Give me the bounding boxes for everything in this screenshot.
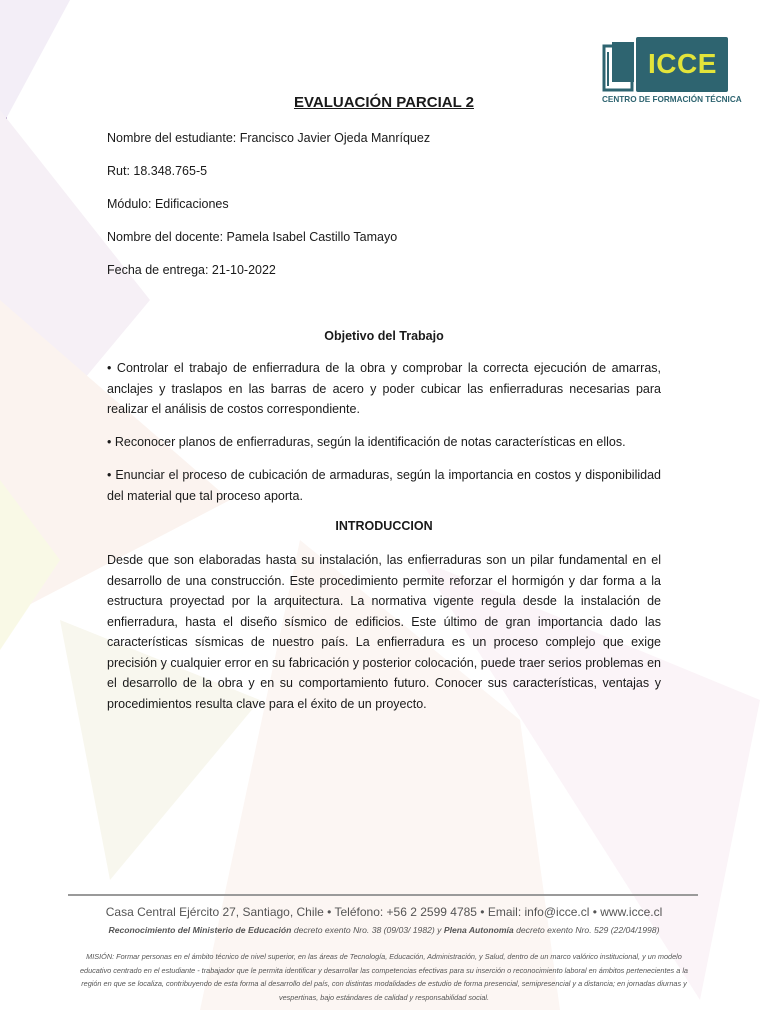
footer-recognition xyxy=(0,925,768,935)
recog-decree-2: decreto exento Nro. 529 (22/04/1998) xyxy=(513,925,660,935)
objective-bullet-1: • Controlar el trabajo de enfierradura de la obra y comprobar la correcta ejecución de amarras, anclajes y traslapos en las barras de acero y poder cubicar las enfierraduras necesarias para realizar el análisis de costos correspondiente. xyxy=(107,361,661,416)
module: Módulo: Edificaciones xyxy=(107,197,229,211)
due-date: Fecha de entrega: 21-10-2022 xyxy=(107,263,276,277)
objective-heading: Objetivo del Trabajo xyxy=(324,329,444,343)
logo-subtitle: CENTRO DE FORMACIÓN TÉCNICA xyxy=(602,95,742,104)
footer-address: Casa Central Ejército 27, Santiago, Chile • Teléfono: +56 2 2599 4785 • Email: info@icce.cl • www.icce.cl xyxy=(105,905,663,919)
teacher-name: Nombre del docente: Pamela Isabel Castillo Tamayo xyxy=(107,230,398,244)
student-rut: Rut: 18.348.765-5 xyxy=(107,164,208,178)
recog-autonomy: Plena Autonomía xyxy=(443,925,514,935)
intro-body: Desde que son elaboradas hasta su instalación, las enfierraduras son un pilar fundamental en el desarrollo de una construcción. Este procedimiento permite reforzar el hormigón y dar forma a la estructura proyectad por la arquitectura. La normativa vigente regula desde la instalación de enfierradura, hasta el diseño sísmico de edificios. Este último de gran importancia dado las características sísmicas de nuestro país. La enfierradura es un proceso complejo que exige precisión y cualquier error en su fabricación y posterior colocación, puede traer serios problemas en el desarrollo de la obra y en su comportamiento futuro. Conocer sus características, ventajas y procedimientos resulta clave para el éxito de un proyecto. xyxy=(107,553,661,711)
student-name: Nombre del estudiante: Francisco Javier Ojeda Manríquez xyxy=(107,131,431,145)
book-icon xyxy=(602,40,636,94)
footer-divider xyxy=(68,894,698,896)
recog-ministry: Reconocimiento del Ministerio de Educación xyxy=(108,925,292,935)
objective-bullet-2: • Reconocer planos de enfierraduras, según la identificación de notas características en ellos. xyxy=(107,435,626,449)
logo-brand: ICCE xyxy=(648,48,717,79)
footer-mission: MISIÓN: Formar personas en el ámbito técnico de nivel superior, en las áreas de Tecnología, Educación, Administración, y Salud, dentro de un marco valórico institucional, y un modelo educativo centrado en el estudiante - trabajador que le permita identificar y desarrollar las competencias efectivas para su inserción o reconocimiento laboral en ámbitos pertenecientes a la región en que se localiza, contribuyendo de esta forma al desarrollo del país, con distintas modalidades de estudio de forma presencial, semipresencial y a distancia; en jornadas diurnas y vespertinas, bajo estándares de calidad y responsabilidad social. xyxy=(79,952,688,1002)
intro-heading: INTRODUCCION xyxy=(335,519,433,533)
page-title: EVALUACIÓN PARCIAL 2 xyxy=(293,94,474,111)
objective-bullet-3: • Enunciar el proceso de cubicación de armaduras, según la importancia en costos y disponibilidad del material que tal proceso aporta. xyxy=(107,468,661,503)
recog-decree-1: decreto exento Nro. 38 (09/03/ 1982) y xyxy=(291,925,444,935)
